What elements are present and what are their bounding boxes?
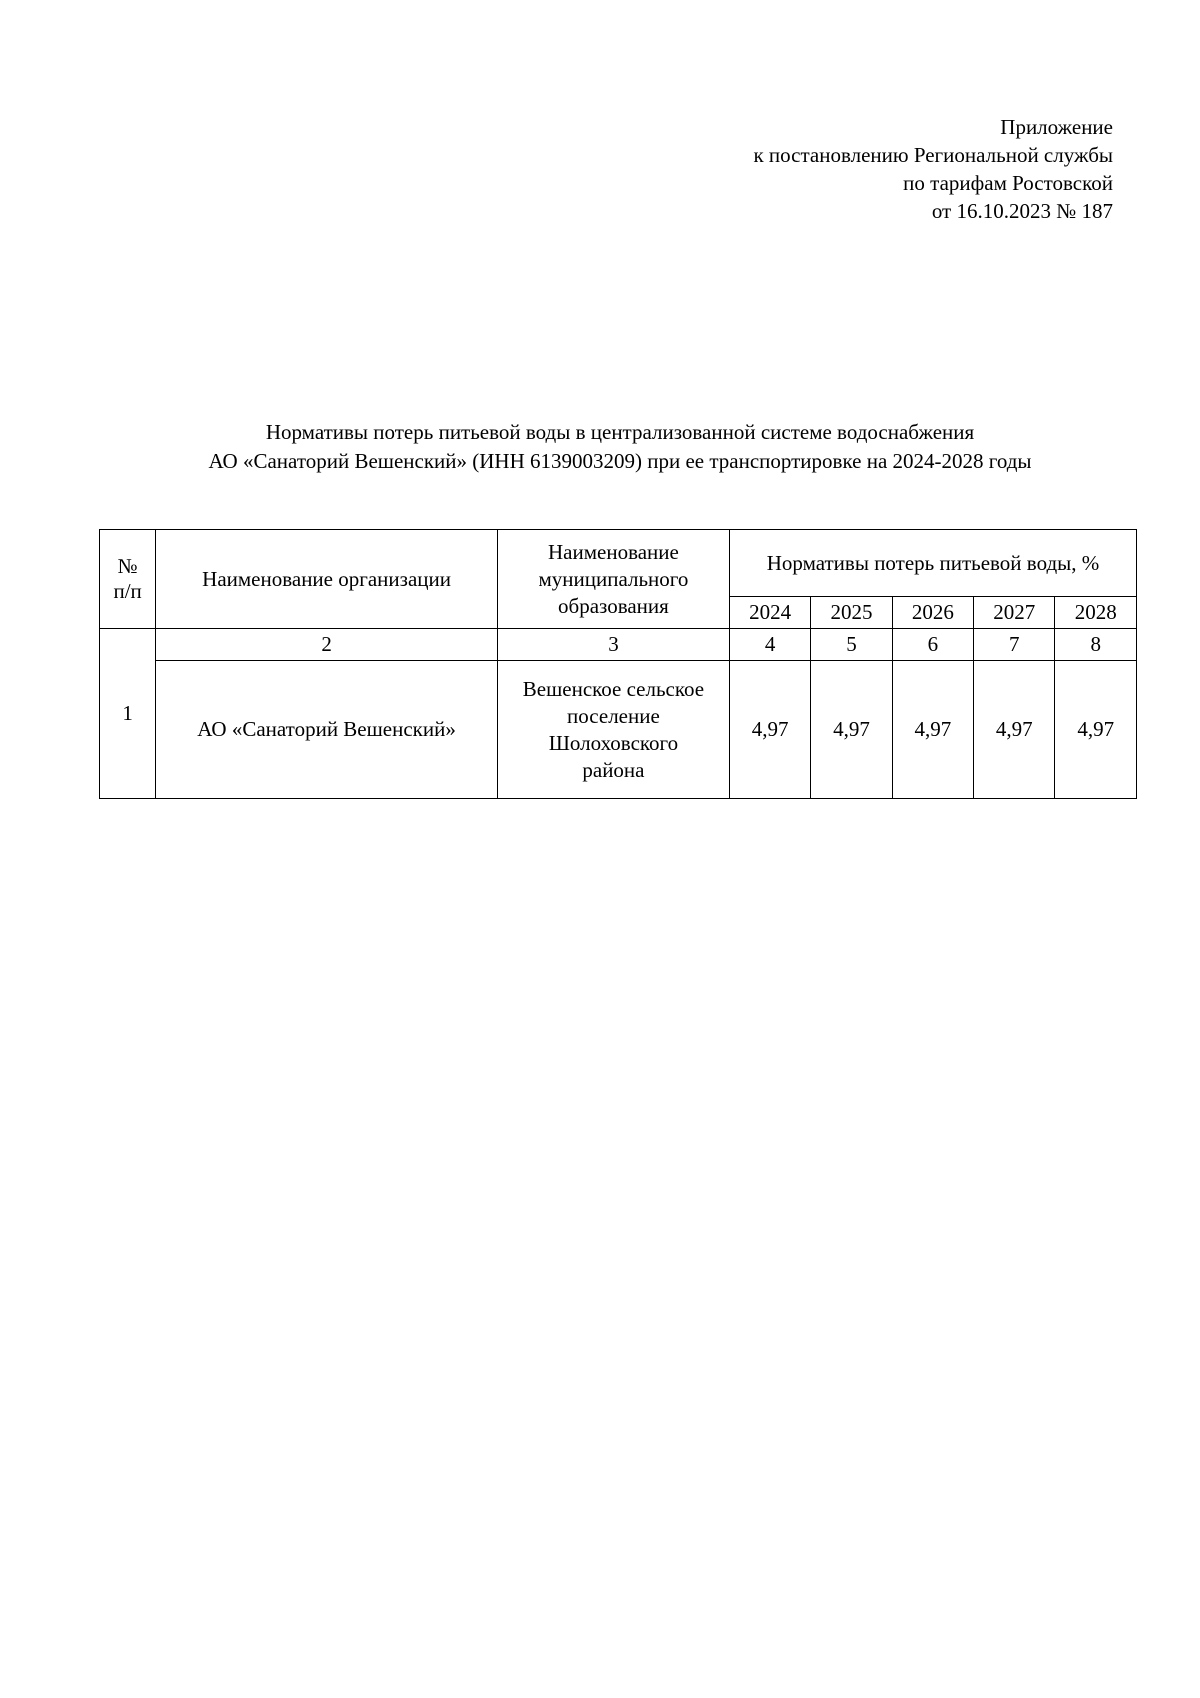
norm-value: 4,97: [974, 661, 1055, 799]
norm-value: 4,97: [729, 661, 810, 799]
header-year: 2028: [1055, 597, 1137, 629]
header-year: 2027: [974, 597, 1055, 629]
appendix-line: к постановлению Региональной службы: [753, 143, 1113, 167]
row-index: 1: [100, 629, 156, 799]
appendix-line: Приложение: [1000, 115, 1113, 139]
column-number: 6: [892, 629, 973, 661]
header-municipality-line: Наименование: [548, 539, 679, 564]
title-line: АО «Санаторий Вешенский» (ИНН 6139003209) при ее транспортировке на 2024-2028 годы: [208, 449, 1032, 473]
header-num-cell: [100, 530, 156, 629]
column-number: 4: [729, 629, 810, 661]
norm-value: 4,97: [1055, 661, 1137, 799]
appendix-line: по тарифам Ростовской: [903, 171, 1113, 195]
table-header-row: [100, 530, 1137, 597]
header-num-label: п/п: [113, 579, 142, 603]
title-line: Нормативы потерь питьевой воды в централизованной системе водоснабжения: [265, 420, 975, 444]
header-organization: Наименование организации: [156, 530, 498, 629]
norm-value: 4,97: [892, 661, 973, 799]
column-numbers-row: [100, 629, 1137, 661]
header-municipality-line: муниципального: [538, 566, 689, 591]
header-municipality: [497, 530, 729, 629]
header-norms: Нормативы потерь питьевой воды, %: [729, 530, 1136, 597]
norm-value: 4,97: [811, 661, 892, 799]
header-year: 2026: [892, 597, 973, 629]
column-number: 5: [811, 629, 892, 661]
column-number: 3: [497, 629, 729, 661]
document-title: [100, 418, 1140, 476]
organization-name: АО «Санаторий Вешенский»: [156, 661, 498, 799]
table-row: [100, 661, 1137, 799]
header-year: 2024: [729, 597, 810, 629]
municipality-line: района: [582, 757, 645, 782]
header-year: 2025: [811, 597, 892, 629]
appendix-line: от 16.10.2023 № 187: [931, 199, 1113, 223]
municipality-line: Вешенское сельское: [522, 676, 705, 701]
appendix-block: [753, 113, 1113, 225]
column-number: 7: [974, 629, 1055, 661]
header-municipality-line: образования: [558, 593, 669, 618]
norms-table: [99, 529, 1137, 799]
municipality-line: поселение: [567, 703, 660, 728]
column-number: 8: [1055, 629, 1137, 661]
municipality-name: [497, 661, 729, 799]
column-number: 2: [156, 629, 498, 661]
municipality-line: Шолоховского: [548, 730, 679, 755]
header-num-symbol: №: [117, 554, 138, 578]
